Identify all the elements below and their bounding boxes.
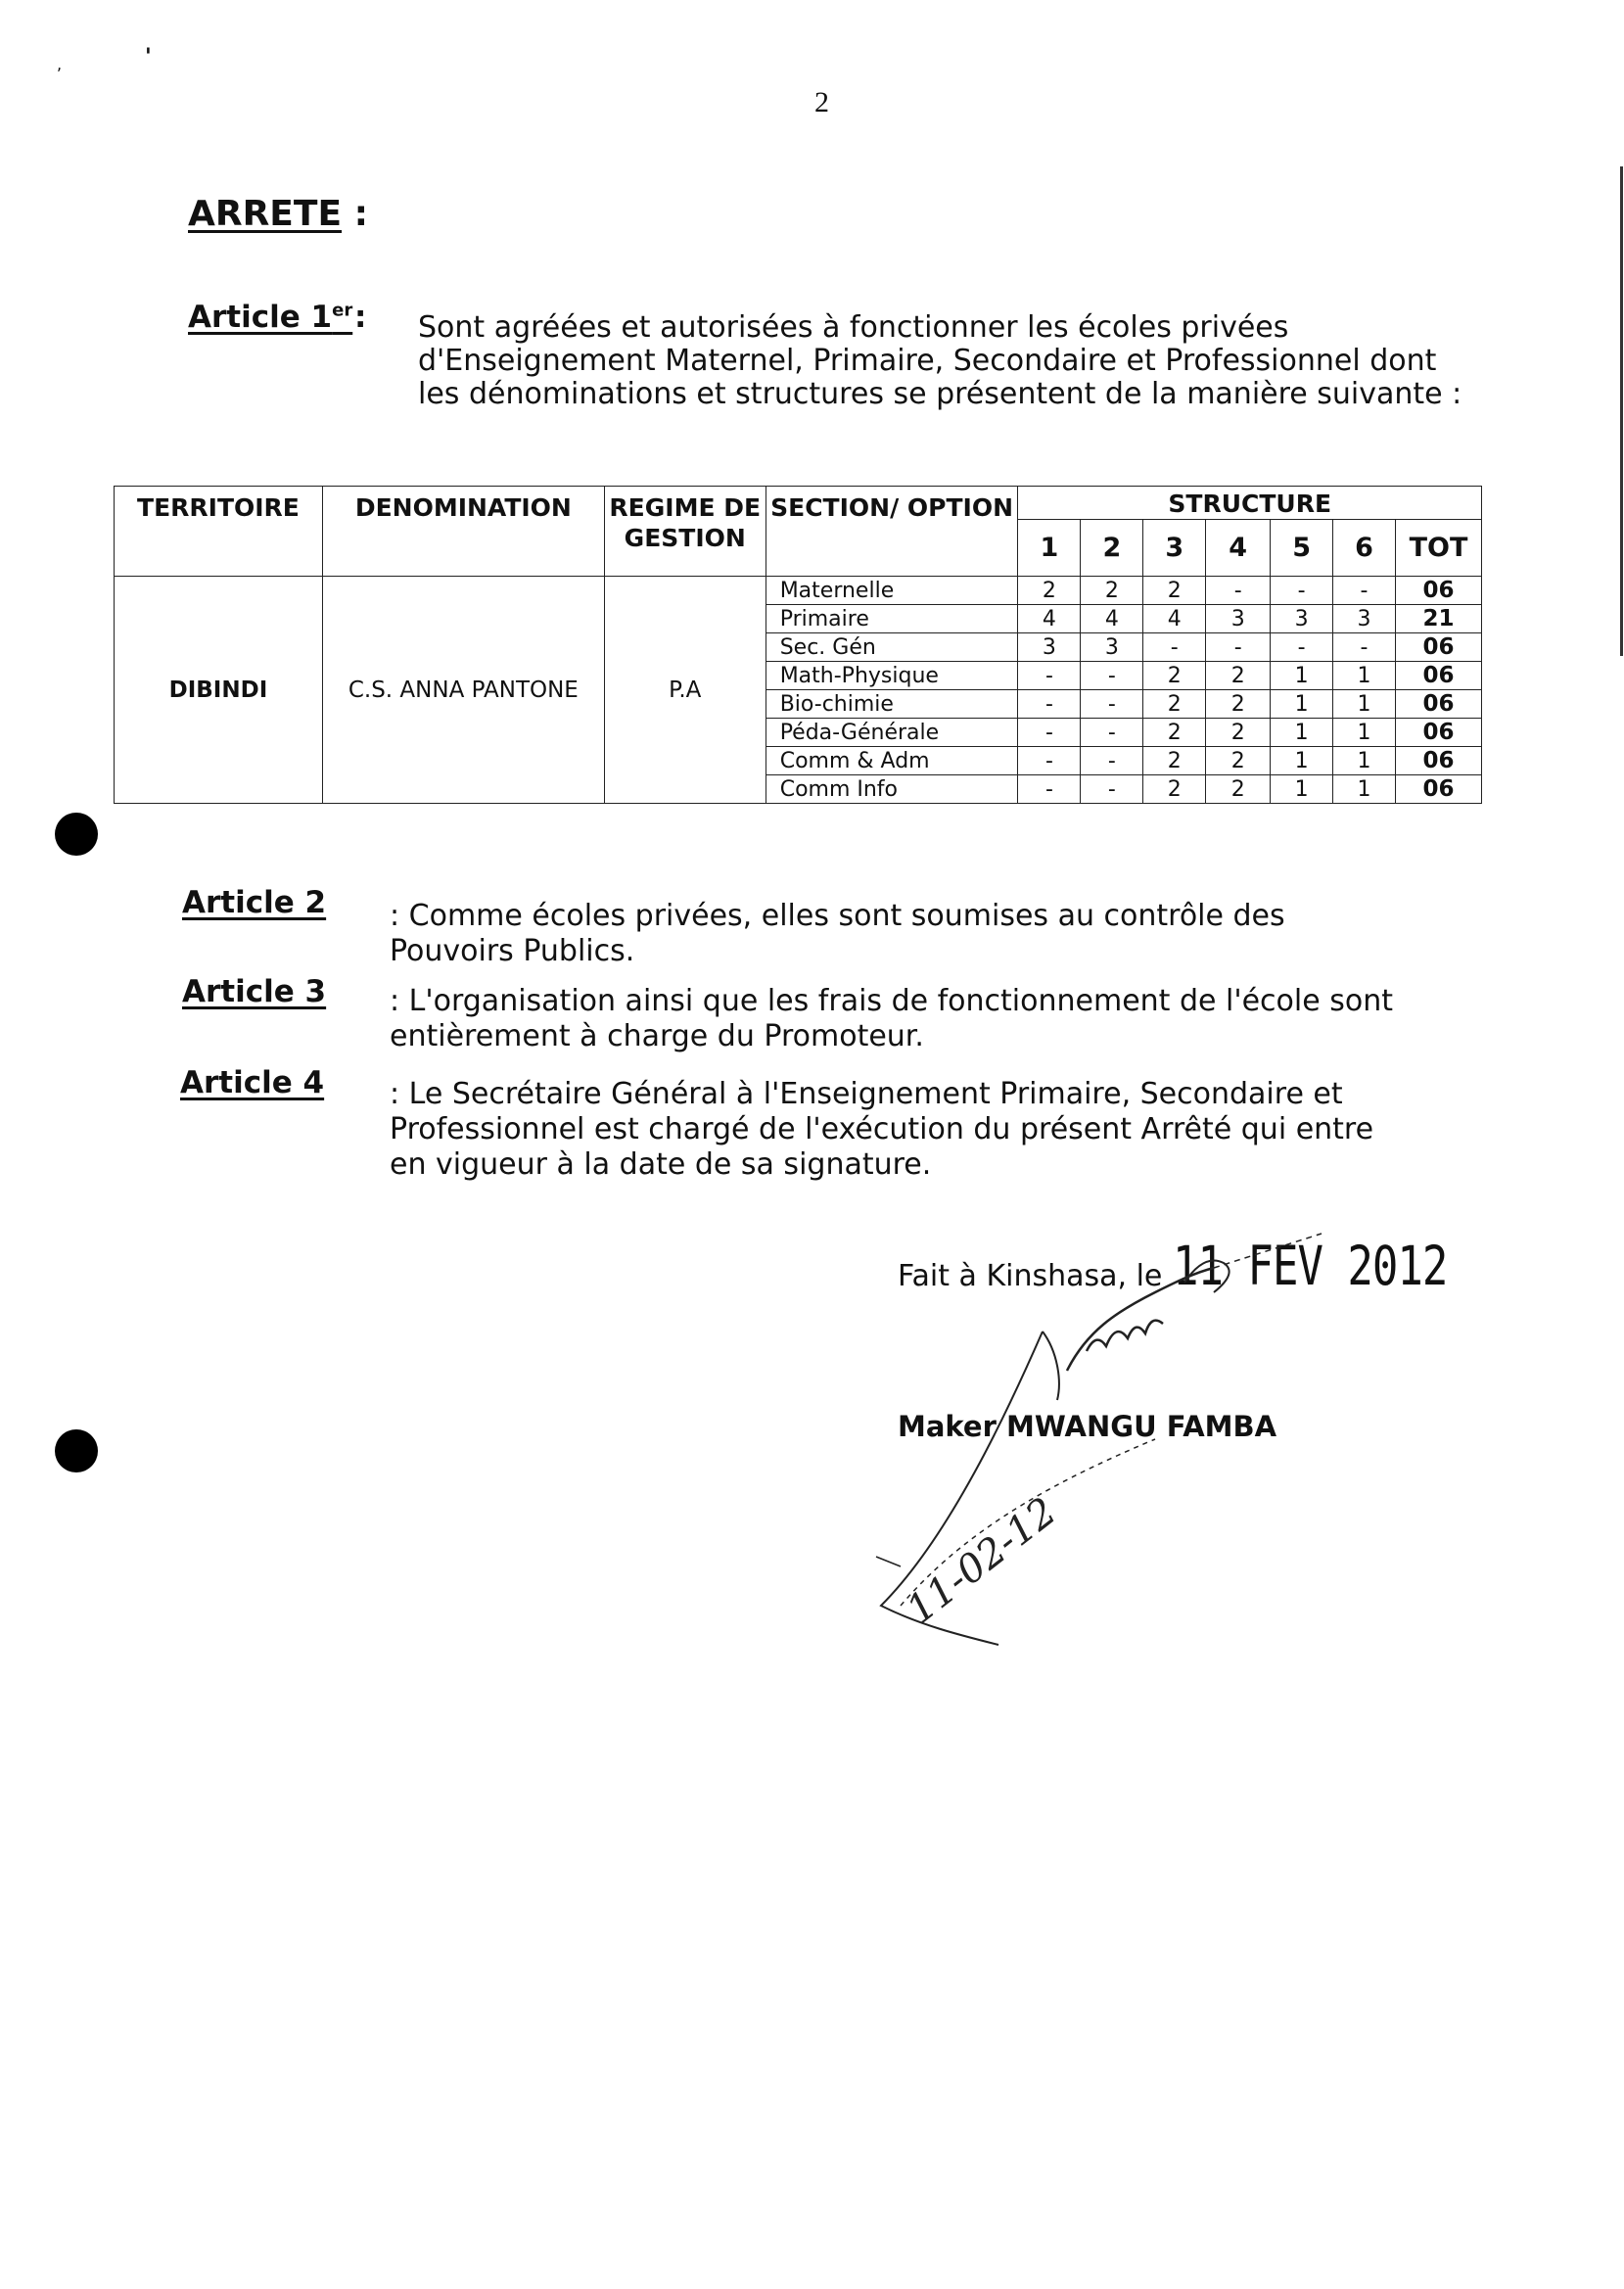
stamp-date: 11 FEV 2012 [1173,1236,1448,1298]
header-col-4: 4 [1206,520,1271,577]
option-cell: Math-Physique [766,662,1018,690]
value-cell: 2 [1206,690,1271,719]
value-cell: 1 [1271,747,1333,775]
value-cell: 1 [1333,662,1396,690]
value-cell: 2 [1143,719,1206,747]
regime-cell: P.A [604,577,766,804]
value-cell: - [1081,775,1143,804]
value-cell: 2 [1206,719,1271,747]
article-2-label: Article 2 [182,885,327,920]
header-territoire: TERRITOIRE [115,487,323,577]
value-cell: 1 [1333,775,1396,804]
value-cell: - [1206,577,1271,605]
value-cell: - [1018,662,1081,690]
header-regime: REGIME DE GESTION [604,487,766,577]
corner-mark-left: , [57,55,63,73]
article-1-colon: : [354,300,367,335]
value-cell: 2 [1206,747,1271,775]
option-cell: Comm Info [766,775,1018,804]
page-number: 2 [814,86,829,118]
table-row [115,577,1482,605]
article-4-text: : Le Secrétaire Général à l'Enseignement Primaire, Secondaire et Professionnel est chargé de l'exécution du présent Arrêté qui entre en vigueur à la date de sa signature. [390,1077,1374,1182]
header-col-2: 2 [1081,520,1143,577]
value-cell: - [1271,633,1333,662]
article-4-label: Article 4 [180,1065,325,1100]
option-cell: Sec. Gén [766,633,1018,662]
corner-mark-right: ' [145,45,152,70]
header-col-3: 3 [1143,520,1206,577]
article-1-label [188,300,352,335]
value-cell: 1 [1271,662,1333,690]
value-cell: 4 [1018,605,1081,633]
value-cell: - [1081,690,1143,719]
value-cell: 3 [1206,605,1271,633]
option-cell: Bio-chimie [766,690,1018,719]
header-section: SECTION/ OPTION [766,487,1018,577]
article-1-label-sup: er [332,300,353,321]
value-cell: - [1333,633,1396,662]
value-cell: 1 [1271,690,1333,719]
total-cell: 06 [1395,719,1481,747]
total-cell: 21 [1395,605,1481,633]
header-structure: STRUCTURE [1018,487,1482,520]
heading-suffix: : [342,194,368,234]
heading-word: ARRETE [188,194,343,234]
svg-text:11-02-12: 11-02-12 [898,1488,1065,1633]
value-cell: 2 [1143,775,1206,804]
value-cell: 1 [1333,719,1396,747]
heading-arrete [188,194,368,234]
total-cell: 06 [1395,747,1481,775]
structure-table [114,486,1482,804]
header-denomination: DENOMINATION [322,487,604,577]
header-col-tot: TOT [1395,520,1481,577]
value-cell: 3 [1018,633,1081,662]
option-cell: Maternelle [766,577,1018,605]
value-cell: 2 [1143,690,1206,719]
value-cell: 2 [1081,577,1143,605]
value-cell: - [1206,633,1271,662]
total-cell: 06 [1395,662,1481,690]
value-cell: - [1018,719,1081,747]
value-cell: 2 [1018,577,1081,605]
value-cell: 1 [1333,747,1396,775]
value-cell: 2 [1143,577,1206,605]
denomination-cell: C.S. ANNA PANTONE [322,577,604,804]
total-cell: 06 [1395,775,1481,804]
value-cell: - [1081,719,1143,747]
value-cell: 1 [1271,775,1333,804]
scan-edge-line [1620,166,1623,656]
header-col-6: 6 [1333,520,1396,577]
value-cell: 2 [1206,662,1271,690]
total-cell: 06 [1395,690,1481,719]
value-cell: - [1143,633,1206,662]
signer-name: Maker MWANGU FAMBA [898,1410,1277,1443]
value-cell: - [1018,775,1081,804]
value-cell: 3 [1081,633,1143,662]
option-cell: Comm & Adm [766,747,1018,775]
article-3-label: Article 3 [182,974,327,1009]
value-cell: - [1018,690,1081,719]
value-cell: - [1271,577,1333,605]
option-cell: Primaire [766,605,1018,633]
value-cell: 4 [1081,605,1143,633]
value-cell: - [1333,577,1396,605]
article-1-text: Sont agréées et autorisées à fonctionner les écoles privées d'Enseignement Maternel, Primaire, Secondaire et Professionnel dont les dénominations et structures se présentent de la manière suivante : [418,310,1462,411]
total-cell: 06 [1395,577,1481,605]
punch-hole-bottom [55,1429,98,1472]
article-3-text: : L'organisation ainsi que les frais de fonctionnement de l'école sont entièrement à charge du Promoteur. [390,984,1393,1053]
article-2-text: : Comme écoles privées, elles sont soumises au contrôle des Pouvoirs Publics. [390,899,1285,968]
value-cell: 1 [1271,719,1333,747]
header-col-1: 1 [1018,520,1081,577]
handwritten-signature [861,1214,1370,1664]
punch-hole-top [55,813,98,856]
header-col-5: 5 [1271,520,1333,577]
value-cell: 3 [1333,605,1396,633]
option-cell: Péda-Générale [766,719,1018,747]
value-cell: 4 [1143,605,1206,633]
total-cell: 06 [1395,633,1481,662]
value-cell: - [1081,662,1143,690]
value-cell: - [1018,747,1081,775]
place-date-text: Fait à Kinshasa, le [898,1259,1163,1293]
value-cell: - [1081,747,1143,775]
value-cell: 2 [1143,747,1206,775]
value-cell: 2 [1206,775,1271,804]
value-cell: 2 [1143,662,1206,690]
article-1-label-main: Article 1 [188,300,333,335]
value-cell: 1 [1333,690,1396,719]
territoire-cell: DIBINDI [115,577,323,804]
value-cell: 3 [1271,605,1333,633]
